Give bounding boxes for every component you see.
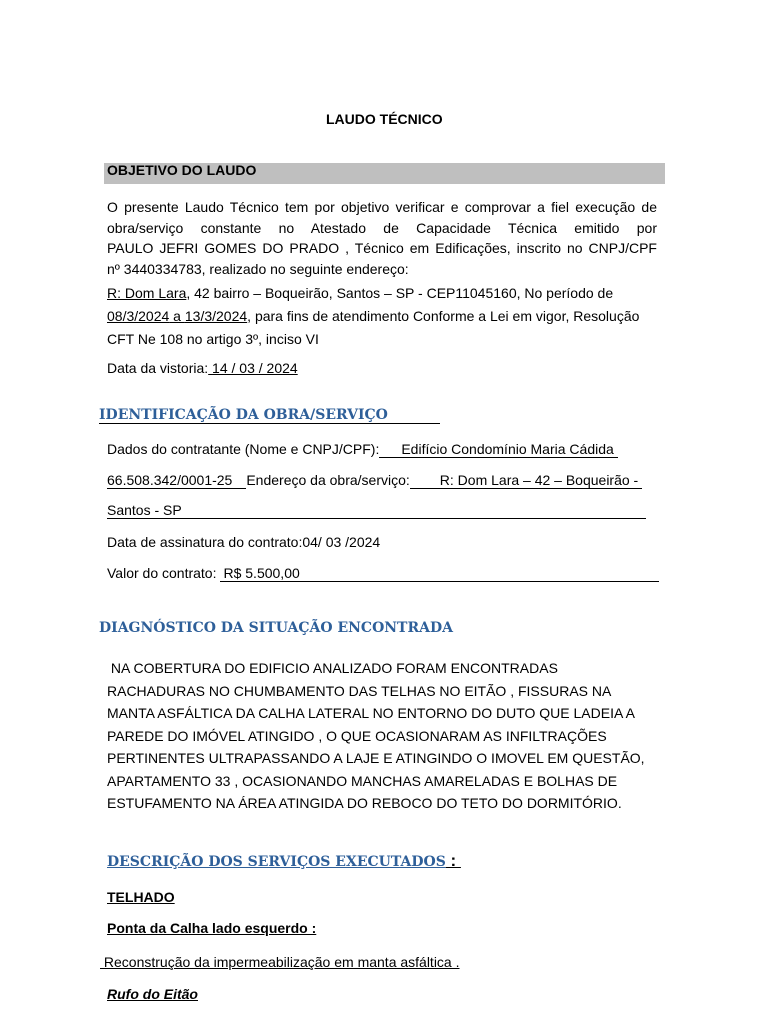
- objetivo-period-line: [107, 308, 639, 324]
- period-a: a: [169, 308, 185, 324]
- vistoria-value: 14 / 03 / 2024: [208, 360, 298, 376]
- diagnostico-text: [107, 657, 667, 815]
- diagnostico-heading: DIAGNÓSTICO DA SITUAÇÃO ENCONTRADA: [99, 620, 453, 636]
- objetivo-line-2: obra/serviço constante no Atestado de Capacidade Técnica emitido por: [107, 220, 657, 236]
- endereco-city-line: [107, 502, 646, 519]
- assinatura-value: 04/ 03 /2024: [302, 534, 381, 550]
- diagnostico-line-5: PERTINENTES ULTRAPASSANDO A LAJE E ATINGINDO O IMOVEL EM QUESTÃO,: [107, 750, 645, 766]
- telhado-label: TELHADO: [107, 889, 175, 905]
- endereco-label: Endereço da obra/serviço:: [246, 472, 410, 488]
- objetivo-line-3: PAULO JEFRI GOMES DO PRADO , Técnico em Edificações, inscrito no CNPJ/CPF: [107, 240, 657, 256]
- identificacao-heading: [99, 407, 440, 424]
- objetivo-line-1: O presente Laudo Técnico tem por objetivo verificar e comprovar a fiel execução de: [107, 199, 657, 215]
- valor-value: R$ 5.500,00: [220, 565, 659, 582]
- ponta-calha-label: Ponta da Calha lado esquerdo :: [107, 920, 317, 936]
- valor-label: Valor do contrato:: [107, 565, 217, 581]
- reconstrucao-line: Reconstrução da impermeabilização em manta asfáltica .: [100, 954, 460, 970]
- descricao-heading-line: [107, 851, 461, 871]
- diagnostico-line-6: APARTAMENTO 33 , OCASIONANDO MANCHAS AMARELADAS E BOLHAS DE: [107, 772, 618, 789]
- descricao-heading: DESCRIÇÃO DOS SERVIÇOS EXECUTADOS: [107, 854, 446, 870]
- period-rest: , para fins de atendimento Conforme a Lei em vigor, Resolução: [247, 308, 640, 324]
- endereco-value: R: Dom Lara – 42 – Boqueirão -: [410, 472, 642, 489]
- contratante-label: Dados do contratante (Nome e CNPJ/CPF):: [107, 441, 380, 457]
- objetivo-heading: OBJETIVO DO LAUDO: [107, 162, 257, 178]
- cnpj-endereco-line: [107, 472, 642, 489]
- diagnostico-line-4: PAREDE DO IMÓVEL ATINGIDO , O QUE OCASIONARAM AS INFILTRAÇÕES: [107, 727, 607, 744]
- vistoria-label: Data da vistoria:: [107, 360, 209, 376]
- diagnostico-line-7: ESTUFAMENTO NA ÁREA ATINGIDA DO REBOCO DO TETO DO DORMITÓRIO.: [107, 795, 622, 811]
- period-end: 13/3/2024: [184, 308, 248, 324]
- endereco-city: Santos - SP: [107, 502, 646, 519]
- vistoria-line: [107, 360, 298, 376]
- assinatura-label: Data de assinatura do contrato:: [107, 534, 303, 550]
- rufo-label: Rufo do Eitão: [107, 986, 198, 1002]
- address-street: R: Dom Lara: [107, 285, 187, 301]
- period-start: 08/3/2024: [107, 308, 170, 324]
- diagnostico-line-2: RACHADURAS NO CHUMBAMENTO DAS TELHAS NO EITÃO , FISSURAS NA: [107, 682, 612, 699]
- descricao-colon: :: [445, 851, 461, 870]
- contratante-line: [107, 441, 618, 458]
- address-rest: , 42 bairro – Boqueirão, Santos – SP - CEP11045160, No período de: [186, 285, 614, 301]
- diagnostico-line-1: NA COBERTURA DO EDIFICIO ANALIZADO FORAM ENCONTRADAS: [107, 660, 558, 676]
- objetivo-address-line: [107, 285, 613, 301]
- cft-line: CFT Ne 108 no artigo 3º, inciso VI: [107, 331, 319, 347]
- contratante-value: Edifício Condomínio Maria Cádida: [379, 441, 617, 458]
- valor-line: [107, 565, 659, 582]
- objetivo-line-4: nº 3440334783, realizado no seguinte endereço:: [107, 261, 409, 277]
- document-title: LAUDO TÉCNICO: [326, 111, 443, 127]
- diagnostico-line-3: MANTA ASFÁLTICA DA CALHA LATERAL NO ENTORNO DO DUTO QUE LADEIA A: [107, 705, 635, 721]
- cnpj-value: 66.508.342/0001-25: [107, 472, 246, 489]
- assinatura-line: [107, 534, 380, 550]
- identificacao-heading-text: IDENTIFICAÇÃO DA OBRA/SERVIÇO: [99, 407, 440, 424]
